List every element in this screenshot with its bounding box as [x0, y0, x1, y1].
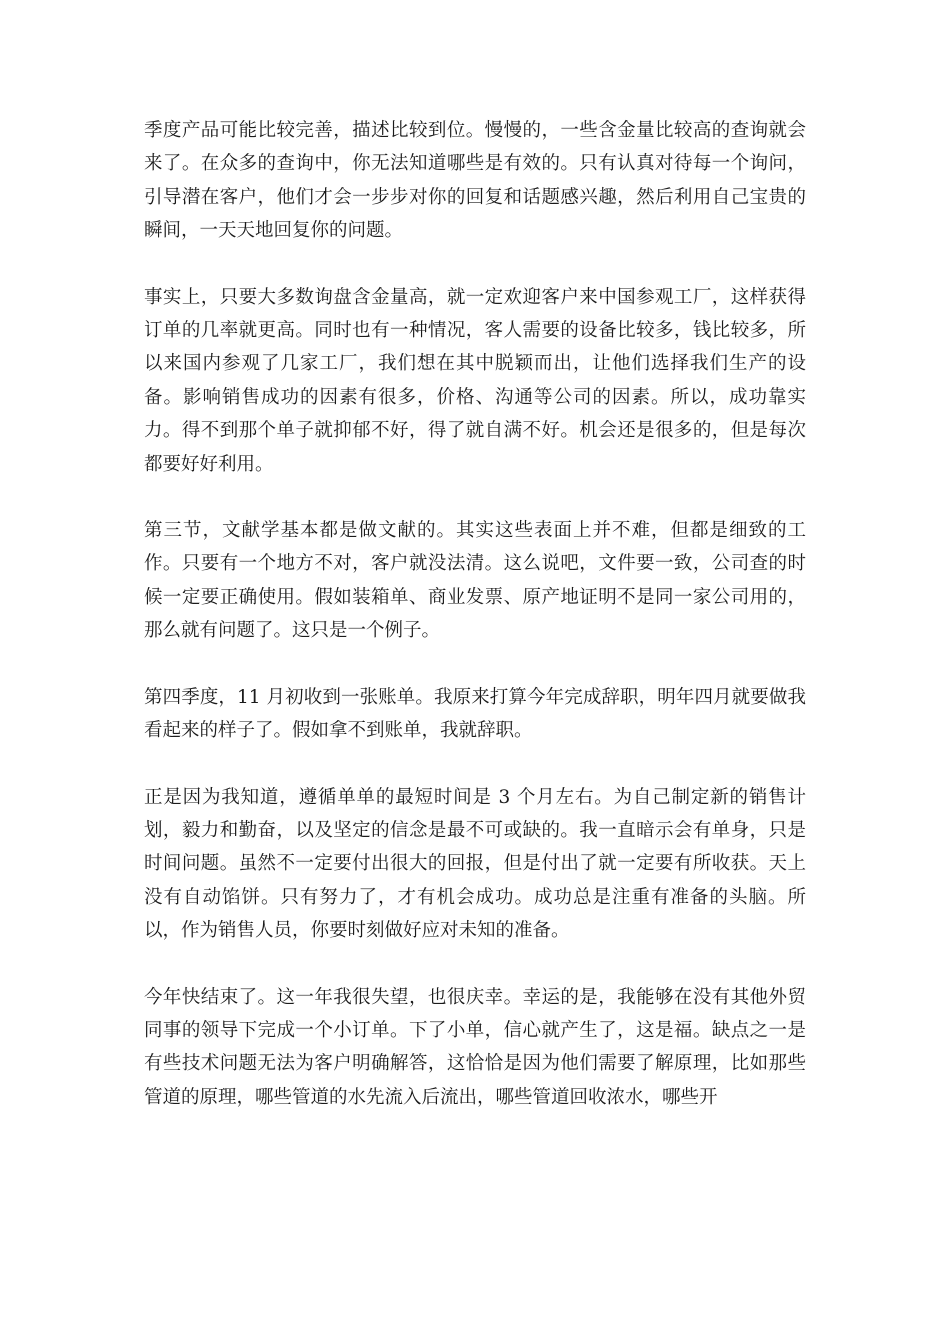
paragraph-3: 第三节，文献学基本都是做文献的。其实这些表面上并不难，但都是细致的工作。只要有一个地方不对，客户就没法清。这么说吧，文件要一致，公司查的时候一定要正确使用。假如装箱单、商业发票、原产地证明不是同一家公司用的，那么就有问题了。这只是一个例子。	[144, 520, 806, 642]
paragraph-5: 正是因为我知道，遵循单单的最短时间是 3 个月左右。为自己制定新的销售计划，毅力和勤奋，以及坚定的信念是最不可或缺的。我一直暗示会有单身，只是时间问题。虽然不一定要付出很大的回报，但是付出了就一定要有所收获。天上没有自动馅饼。只有努力了，才有机会成功。成功总是注重有准备的头脑。所以，作为销售人员，你要时刻做好应对未知的准备。	[144, 786, 806, 942]
document-body	[144, 114, 806, 1147]
paragraph-1: 季度产品可能比较完善，描述比较到位。慢慢的，一些含金量比较高的查询就会来了。在众多的查询中，你无法知道哪些是有效的。只有认真对待每一个询问，引导潜在客户，他们才会一步步对你的回复和话题感兴趣，然后利用自己宝贵的瞬间，一天天地回复你的问题。	[144, 120, 806, 242]
paragraph-4: 第四季度，11 月初收到一张账单。我原来打算今年完成辞职，明年四月就要做我看起来的样子了。假如拿不到账单，我就辞职。	[144, 686, 806, 742]
paragraph-2: 事实上，只要大多数询盘含金量高，就一定欢迎客户来中国参观工厂，这样获得订单的几率就更高。同时也有一种情况，客人需要的设备比较多，钱比较多，所以来国内参观了几家工厂，我们想在其中脱颖而出，让他们选择我们生产的设备。影响销售成功的因素有很多，价格、沟通等公司的因素。所以，成功靠实力。得不到那个单子就抑郁不好，得了就自满不好。机会还是很多的，但是每次都要好好利用。	[144, 286, 806, 475]
paragraph-6: 今年快结束了。这一年我很失望，也很庆幸。幸运的是，我能够在没有其他外贸同事的领导下完成一个小订单。下了小单，信心就产生了，这是福。缺点之一是有些技术问题无法为客户明确解答，这恰恰是因为他们需要了解原理，比如那些管道的原理，哪些管道的水先流入后流出，哪些管道回收浓水，哪些开	[144, 986, 806, 1108]
